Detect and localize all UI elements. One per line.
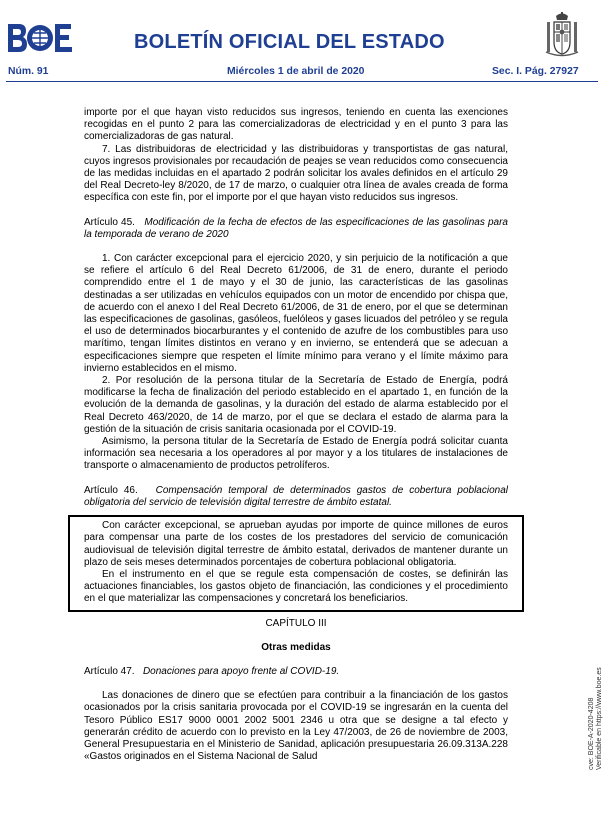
paragraph: 1. Con carácter excepcional para el ejercicio 2020, y sin perjuicio de la notificación a que se refiere el artículo 6 del Real Decreto 61/2006, de 31 de enero, durante el periodo comprendido entre el 1 de mayo y el 30 de junio, las características de las gasolinas destinadas a ser utilizadas en vehículos equipados con un motor de encendido por chispa que, de acuerdo con el anexo I del Real Decreto 61/2006, de 31 de enero, por el que se determinan las especificaciones de gasolinas, gasóleos, fuelóleos y gases licuados del petróleo y se regula el uso de determinados biocarburantes y el contenido de azufre de los combustibles para uso marítimo, tengan límites distintos en verano y en invierno, se entenderá que se adecuan a especificaciones siempre que respeten el límite mínimo para verano y el límite máximo para invierno establecidos en el mismo. — [84, 253, 508, 374]
paragraph: Asimismo, la persona titular de la Secretaría de Estado de Energía podrá solicitar cuanta información sea necesaria a los operadores al por mayor y a los titulares de instalaciones de transporte o almacenamiento de productos petrolíferos. — [84, 436, 508, 472]
chapter-title: Otras medidas — [261, 641, 331, 653]
page-title: BOLETÍN OFICIAL DEL ESTADO — [134, 31, 445, 53]
paragraph: 7. Las distribuidoras de electricidad y las distribuidoras y transportistas de gas natural, cuyos ingresos provisionales por recaudación de peajes se vean reducidos como consecuencia de las medidas incluidas en el apartado 2 podrán solicitar los avales definidos en el artículo 29 del Real Decreto-ley 8/2020, de 17 de marzo, o cualquier otra línea de avales creada de forma específica con este fin, por el importe por el que hayan visto reducidos sus ingresos. — [84, 143, 508, 204]
section-page: Sec. I. Pág. 27927 — [492, 66, 579, 77]
paragraph: importe por el que hayan visto reducidos sus ingresos, teniendo en cuenta las exenciones recogidas en el punto 2 para las comercializadoras de electricidad y en el punto 3 para las comercializadoras de gas natural. — [84, 107, 508, 143]
article-number: Artículo 47. — [84, 665, 135, 677]
article-title: Donaciones para apoyo frente al COVID-19. — [142, 665, 340, 677]
paragraph: En el instrumento en el que se regule esta compensación de costes, se definirán las actuaciones financiables, los gastos objeto de financiación, las condiciones y el procedimiento en el que materializar las compensaciones y concretará los beneficiarios. — [84, 568, 508, 605]
paragraph: Con carácter excepcional, se aprueban ayudas por importe de quince millones de euros para compensar una parte de los costes de los prestadores del servicio de comunicación audiovisual de televisión digital terrestre de ámbito estatal, derivados de mantener durante un plazo de seis meses determinados porcentajes de cobertura poblacional obligatoria. — [84, 520, 508, 568]
highlight-box — [68, 515, 524, 611]
chapter-number: CAPÍTULO III — [265, 617, 327, 629]
article-title: Modificación de la fecha de efectos de las especificaciones de las gasolinas para la temporada de verano de 2020 — [84, 216, 508, 240]
article-title: Compensación temporal de determinados gastos de cobertura poblacional obligatoria del servicio de televisión digital terrestre de ámbito estatal. — [84, 484, 508, 508]
coat-of-arms-icon — [544, 12, 580, 60]
verification-note — [588, 667, 604, 770]
paragraph: Las donaciones de dinero que se efectúen para contribuir a la financiación de los gastos ocasionados por la crisis sanitaria provocada por el COVID-19 se ingresarán en la cuenta del Tesoro Público ES17 9000 0001 2002 5001 2346 u otra que se designe a tal efecto y generarán crédito de acuerdo con lo previsto en la Ley 47/2003, de 26 de noviembre de 2003, General Presupuestaria en el Ministerio de Sanidad, aplicación presupuestaria 26.09.313A.228 «Gastos originados en el Sistema Nacional de Salud — [84, 690, 508, 763]
boe-logo — [8, 24, 72, 52]
header-rule — [6, 81, 598, 82]
article-number: Artículo 46. — [84, 484, 138, 496]
paragraph: 2. Por resolución de la persona titular de la Secretaría de Estado de Energía, podrá modificarse la fecha de finalización del periodo establecido en el apartado 1, en función de la evolución de la demanda de gasolinas, y la duración del estado de alarma establecido por el Real Decreto 463/2020, de 14 de marzo, por el que se declara el estado de alarma para la gestión de la situación de crisis sanitaria ocasionada por el COVID-19. — [84, 375, 508, 435]
article-45-heading — [84, 217, 508, 241]
document-body — [84, 107, 508, 763]
article-number: Artículo 45. — [84, 216, 135, 228]
article-46-heading — [84, 485, 508, 509]
article-47-heading — [84, 666, 508, 678]
issue-date: Miércoles 1 de abril de 2020 — [227, 66, 365, 77]
cve-code: cve: BOE-A-2020-4208 — [588, 697, 595, 770]
issue-number: Núm. 91 — [8, 66, 49, 77]
verify-url: Verificable en https://www.boe.es — [596, 667, 603, 770]
